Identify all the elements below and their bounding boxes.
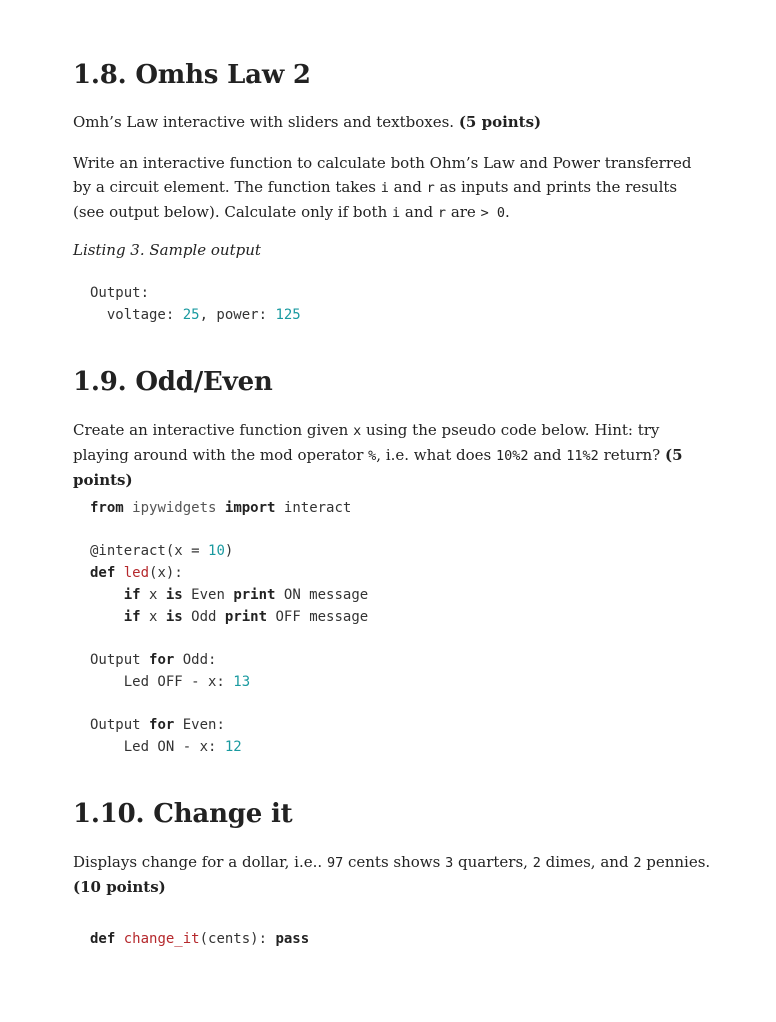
desc-text: quarters, bbox=[453, 853, 533, 871]
desc-text: Write an interactive function to calculate both Ohm’s Law and Power transferred by a circuit element. The function takes bbox=[73, 154, 692, 196]
code-text: x bbox=[140, 586, 166, 603]
inline-code: i bbox=[380, 180, 389, 196]
number-literal: 10 bbox=[208, 543, 225, 560]
code-text: (cents): bbox=[199, 931, 276, 947]
points-label: (10 points) bbox=[73, 878, 166, 896]
inline-code: i bbox=[392, 205, 401, 221]
desc-text: pennies. bbox=[641, 853, 711, 871]
keyword: import bbox=[224, 500, 276, 516]
keyword: print bbox=[233, 586, 276, 603]
inline-code: > 0 bbox=[480, 205, 505, 221]
section-title-change-it: 1.10. Change it bbox=[73, 799, 293, 829]
section-title-odd-even: 1.9. Odd/Even bbox=[73, 367, 273, 397]
keyword: for bbox=[149, 717, 175, 734]
section-change-it-description bbox=[73, 850, 713, 899]
keyword: if bbox=[123, 586, 141, 603]
code-text: Even: bbox=[174, 717, 225, 734]
desc-text: dimes, and bbox=[540, 853, 634, 871]
code-text: Odd: bbox=[174, 651, 217, 668]
keyword: if bbox=[123, 608, 141, 625]
intro-text: Omh’s Law interactive with sliders and textboxes. bbox=[73, 113, 459, 131]
keyword: from bbox=[90, 500, 124, 516]
inline-code: r bbox=[426, 180, 435, 196]
code-text: interact bbox=[283, 500, 352, 516]
odd-even-code-block bbox=[73, 498, 368, 758]
code-text: (x): bbox=[149, 565, 183, 582]
module-name: ipywidgets bbox=[132, 500, 217, 516]
code-text: x bbox=[140, 608, 166, 625]
desc-text: are bbox=[446, 203, 481, 221]
code-text: Output bbox=[90, 651, 150, 668]
desc-text: return? bbox=[598, 446, 665, 464]
function-name: change_it bbox=[123, 931, 200, 947]
code-text: @interact(x = bbox=[90, 543, 209, 560]
function-name: led bbox=[123, 565, 150, 582]
inline-code: 2 bbox=[532, 855, 541, 871]
code-text: Output bbox=[90, 717, 150, 734]
code-text: ON message bbox=[275, 586, 369, 603]
section-odd-even-description bbox=[73, 418, 713, 492]
change-it-code-block bbox=[73, 929, 309, 951]
inline-code: 97 bbox=[326, 855, 344, 871]
section-title-ohms-law: 1.8. Omhs Law 2 bbox=[73, 60, 311, 90]
desc-text: cents shows bbox=[343, 853, 446, 871]
keyword: def bbox=[90, 931, 116, 947]
desc-text: and bbox=[528, 446, 567, 464]
inline-code: x bbox=[353, 423, 362, 439]
code-text: ) bbox=[224, 543, 234, 560]
desc-text: as inputs and prints the results (see output below). Calculate only if both bbox=[73, 178, 678, 221]
code-text: Even bbox=[182, 586, 234, 603]
code-text: voltage: bbox=[90, 306, 183, 323]
code-text: Output: bbox=[90, 285, 150, 301]
code-text: Led ON - x: bbox=[123, 738, 225, 755]
number-literal: 13 bbox=[233, 673, 251, 690]
code-text: , power: bbox=[199, 306, 276, 323]
code-text: OFF message bbox=[267, 608, 369, 625]
inline-code: 3 bbox=[445, 855, 454, 871]
inline-code: 10%2 bbox=[496, 448, 529, 464]
desc-text: and bbox=[400, 203, 438, 221]
points-label: (5 points) bbox=[458, 113, 542, 131]
inline-code: 2 bbox=[633, 855, 642, 871]
desc-text: Displays change for a dollar, i.e.. bbox=[73, 853, 327, 871]
power-value: 125 bbox=[275, 306, 301, 323]
keyword: pass bbox=[275, 931, 310, 947]
points-label: (5 points) bbox=[73, 446, 683, 489]
desc-text: . bbox=[504, 203, 510, 221]
desc-text: and bbox=[388, 178, 427, 196]
inline-code: r bbox=[437, 205, 447, 221]
code-text: Led OFF - x: bbox=[123, 673, 234, 690]
listing-caption: Listing 3. Sample output bbox=[73, 241, 261, 259]
inline-code: % bbox=[368, 448, 377, 464]
voltage-value: 25 bbox=[182, 306, 200, 323]
section-ohms-intro bbox=[73, 110, 713, 134]
section-ohms-description bbox=[73, 151, 713, 225]
inline-code: 11%2 bbox=[566, 448, 599, 464]
desc-text: Create an interactive function given bbox=[73, 421, 354, 439]
code-text: Odd bbox=[182, 608, 225, 625]
keyword: is bbox=[165, 608, 183, 625]
keyword: is bbox=[165, 586, 183, 603]
number-literal: 12 bbox=[224, 738, 242, 755]
keyword: def bbox=[90, 565, 116, 582]
desc-text: , i.e. what does bbox=[376, 446, 497, 464]
keyword: for bbox=[149, 651, 175, 668]
sample-output-block bbox=[73, 283, 301, 326]
desc-text: using the pseudo code below. Hint: try playing around with the mod operator bbox=[73, 421, 660, 464]
keyword: print bbox=[224, 608, 268, 625]
